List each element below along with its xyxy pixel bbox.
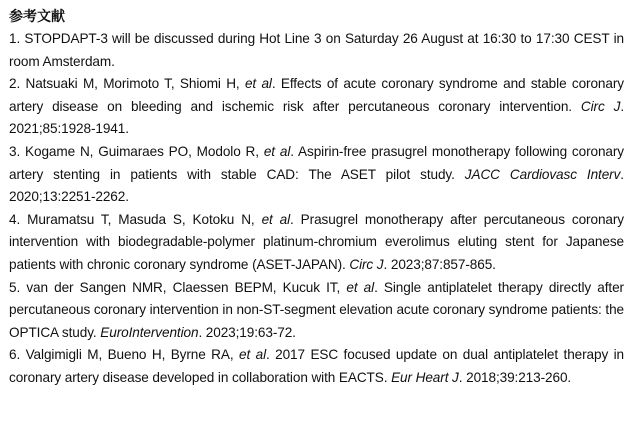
reference-item-5 xyxy=(9,277,624,345)
reference-citation: . 2020;13:2251-2262. xyxy=(9,166,624,205)
reference-title: . Aspirin-free prasugrel monotherapy following coronary artery stenting in patients with stable CAD: The ASET pilot study. xyxy=(9,143,624,182)
reference-journal: Circ J xyxy=(349,256,384,272)
reference-etal: et al xyxy=(263,143,291,159)
reference-citation: . 2018;39:213-260. xyxy=(458,369,572,385)
reference-number: 5. xyxy=(9,279,21,295)
reference-authors: Kogame N, Guimaraes PO, Modolo R, xyxy=(20,143,264,159)
reference-etal: et al xyxy=(261,211,291,227)
reference-number: 6. xyxy=(9,347,21,363)
reference-number: 1. xyxy=(9,31,21,46)
reference-citation: . 2023;87:857-865. xyxy=(383,256,496,272)
reference-journal: JACC Cardiovasc Interv xyxy=(464,166,621,182)
reference-etal: et al xyxy=(346,279,375,295)
reference-journal: Circ J xyxy=(580,98,621,114)
reference-title: . Single antiplatelet therapy directly after percutaneous coronary intervention in non-ST-segment elevation acute coronary syndrome patients: the OPTICA study. xyxy=(9,279,624,340)
reference-etal: et al xyxy=(244,76,272,92)
reference-number: 2. xyxy=(9,76,21,92)
reference-etal: et al xyxy=(239,347,266,363)
reference-title: . Prasugrel monotherapy after percutaneous coronary intervention with biodegradable-polymer platinum-chromium everolimus eluting stent for Japanese patients with chronic coronary syndrome (ASET-JAPAN). xyxy=(9,211,624,272)
reference-authors: Natsuaki M, Morimoto T, Shiomi H, xyxy=(20,76,245,92)
reference-citation: . 2023;19:63-72. xyxy=(198,324,296,340)
reference-citation: . 2021;85:1928-1941. xyxy=(9,98,624,137)
reference-authors: Valgimigli M, Bueno H, Byrne RA, xyxy=(20,347,240,363)
reference-authors: Muramatsu T, Masuda S, Kotoku N, xyxy=(20,211,262,227)
reference-item-3 xyxy=(9,141,624,209)
reference-journal: EuroIntervention xyxy=(100,324,199,340)
reference-text: STOPDAPT-3 will be discussed during Hot Line 3 on Saturday 26 August at 16:30 to 17:30 CEST in room Amsterdam. xyxy=(9,31,624,69)
reference-list xyxy=(9,28,624,390)
reference-item-1 xyxy=(9,28,624,73)
reference-item-6 xyxy=(9,344,624,389)
reference-authors: van der Sangen NMR, Claessen BEPM, Kucuk IT, xyxy=(20,279,347,295)
reference-journal: Eur Heart J xyxy=(391,369,459,385)
reference-item-2 xyxy=(9,73,624,141)
reference-item-4 xyxy=(9,209,624,277)
references-heading: 参考文献 xyxy=(9,9,65,25)
reference-number: 3. xyxy=(9,143,21,159)
reference-title: . Effects of acute coronary syndrome and stable coronary artery disease on bleeding and ischemic risk after percutaneous coronary intervention. xyxy=(9,76,624,114)
reference-number: 4. xyxy=(9,211,21,227)
reference-title: . 2017 ESC focused update on dual antiplatelet therapy in coronary artery disease developed in collaboration with EACTS. xyxy=(9,347,624,385)
